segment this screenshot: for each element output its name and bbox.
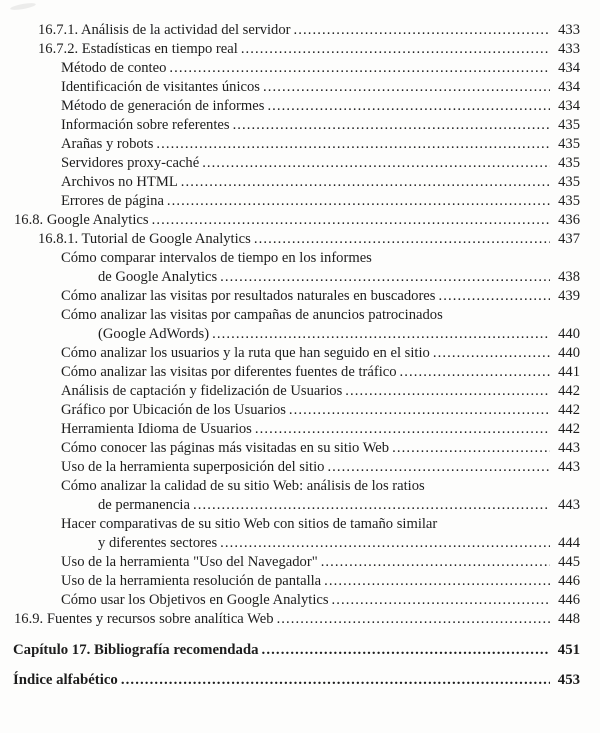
page-number: 434 bbox=[558, 98, 580, 114]
dot-leader bbox=[220, 268, 550, 287]
toc-entry-text: Información sobre referentes bbox=[61, 117, 230, 133]
toc-entry-text: 16.8.1. Tutorial de Google Analytics bbox=[38, 231, 251, 247]
toc-entry-text: Cómo analizar las visitas por campañas de anuncios patrocinados bbox=[61, 307, 443, 323]
dot-leader bbox=[241, 40, 550, 59]
toc-row bbox=[0, 249, 580, 268]
page-number: 435 bbox=[558, 155, 580, 171]
toc-entry-text: Uso de la herramienta superposición del sitio bbox=[61, 459, 325, 475]
page-number: 438 bbox=[558, 269, 580, 285]
page-number: 439 bbox=[558, 288, 580, 304]
dot-leader bbox=[262, 641, 550, 660]
dot-leader bbox=[433, 344, 550, 363]
dot-leader bbox=[152, 211, 550, 230]
page-number: 443 bbox=[558, 497, 580, 513]
toc-row bbox=[0, 21, 580, 40]
toc-entry-text: Índice alfabético bbox=[13, 672, 118, 688]
dot-leader bbox=[156, 135, 550, 154]
toc-entry-text: 16.8. Google Analytics bbox=[14, 212, 149, 228]
toc-entry-text: Arañas y robots bbox=[61, 136, 154, 152]
dot-leader bbox=[332, 591, 550, 610]
toc-row bbox=[0, 363, 580, 382]
dot-leader bbox=[212, 325, 550, 344]
toc-entry-text: Archivos no HTML bbox=[61, 174, 178, 190]
page-number: 436 bbox=[558, 212, 580, 228]
toc-list bbox=[0, 21, 580, 690]
toc-row bbox=[0, 192, 580, 211]
dot-leader bbox=[327, 458, 550, 477]
page-number: 442 bbox=[558, 402, 580, 418]
toc-row bbox=[0, 97, 580, 116]
toc-entry-text: Análisis de captación y fidelización de Usuarios bbox=[61, 383, 343, 399]
toc-entry-text: 16.7.1. Análisis de la actividad del servidor bbox=[38, 22, 291, 38]
toc-entry-text: Hacer comparativas de su sitio Web con sitios de tamaño similar bbox=[61, 516, 438, 532]
page-number: 435 bbox=[558, 117, 580, 133]
dot-leader bbox=[289, 401, 550, 420]
page-number: 448 bbox=[558, 611, 580, 627]
page-number: 443 bbox=[558, 459, 580, 475]
toc-row bbox=[0, 534, 580, 553]
toc-row bbox=[0, 671, 580, 690]
toc-row bbox=[0, 401, 580, 420]
toc-entry-text: Cómo analizar las visitas por diferentes fuentes de tráfico bbox=[61, 364, 397, 380]
page-number: 435 bbox=[558, 136, 580, 152]
toc-entry-text: Identificación de visitantes únicos bbox=[61, 79, 260, 95]
page-number: 446 bbox=[558, 573, 580, 589]
page-number: 445 bbox=[558, 554, 580, 570]
toc-row bbox=[0, 515, 580, 534]
page-number: 440 bbox=[558, 326, 580, 342]
toc-row bbox=[0, 78, 580, 97]
toc-entry-text: Servidores proxy-caché bbox=[61, 155, 200, 171]
page-number: 440 bbox=[558, 345, 580, 361]
page-number: 443 bbox=[558, 440, 580, 456]
dot-leader bbox=[255, 420, 550, 439]
toc-row bbox=[0, 306, 580, 325]
toc-entry-text: Cómo analizar las visitas por resultados naturales en buscadores bbox=[61, 288, 436, 304]
toc-entry-text: de permanencia bbox=[98, 497, 190, 513]
page-number: 434 bbox=[558, 79, 580, 95]
toc-entry-text: de Google Analytics bbox=[98, 269, 218, 285]
dot-leader bbox=[181, 173, 550, 192]
toc-entry-text: Gráfico por Ubicación de los Usuarios bbox=[61, 402, 286, 418]
toc-row bbox=[0, 154, 580, 173]
toc-row bbox=[0, 572, 580, 591]
dot-leader bbox=[233, 116, 550, 135]
dot-leader bbox=[345, 382, 550, 401]
toc-entry-text: (Google AdWords) bbox=[98, 326, 210, 342]
toc-row bbox=[0, 230, 580, 249]
toc-row bbox=[0, 116, 580, 135]
dot-leader bbox=[169, 59, 550, 78]
toc-row bbox=[0, 610, 580, 629]
toc-entry-text: Herramienta Idioma de Usuarios bbox=[61, 421, 252, 437]
dot-leader bbox=[202, 154, 550, 173]
toc-row bbox=[0, 173, 580, 192]
dot-leader bbox=[220, 534, 550, 553]
page-number: 437 bbox=[558, 231, 580, 247]
toc-row bbox=[0, 344, 580, 363]
toc-row bbox=[0, 325, 580, 344]
toc-row bbox=[0, 641, 580, 660]
dot-leader bbox=[324, 572, 550, 591]
toc-entry-text: Capítulo 17. Bibliografía recomendada bbox=[13, 642, 259, 658]
dot-leader bbox=[193, 496, 550, 515]
dot-leader bbox=[294, 21, 551, 40]
page-number: 451 bbox=[557, 642, 580, 658]
toc-entry-text: Cómo analizar los usuarios y la ruta que han seguido en el sitio bbox=[61, 345, 430, 361]
dot-leader bbox=[277, 610, 550, 629]
page-number: 435 bbox=[558, 174, 580, 190]
toc-entry-text: 16.9. Fuentes y recursos sobre analítica Web bbox=[14, 611, 274, 627]
page-number: 442 bbox=[558, 421, 580, 437]
page-number: 435 bbox=[558, 193, 580, 209]
dot-leader bbox=[392, 439, 550, 458]
toc-row bbox=[0, 382, 580, 401]
dot-leader bbox=[167, 192, 550, 211]
dot-leader bbox=[438, 287, 550, 306]
toc-row bbox=[0, 268, 580, 287]
toc-entry-text: Cómo comparar intervalos de tiempo en los informes bbox=[61, 250, 372, 266]
toc-entry-text: Errores de página bbox=[61, 193, 164, 209]
page-number: 444 bbox=[558, 535, 580, 551]
page-number: 442 bbox=[558, 383, 580, 399]
toc-entry-text: Método de conteo bbox=[61, 60, 167, 76]
toc-row bbox=[0, 591, 580, 610]
page-number: 433 bbox=[558, 41, 580, 57]
toc-row bbox=[0, 420, 580, 439]
toc-entry-text: 16.7.2. Estadísticas en tiempo real bbox=[38, 41, 238, 57]
toc-row bbox=[0, 135, 580, 154]
toc-entry-text: Método de generación de informes bbox=[61, 98, 265, 114]
dot-leader bbox=[321, 553, 550, 572]
page-number: 434 bbox=[558, 60, 580, 76]
toc-row bbox=[0, 40, 580, 59]
page-number: 453 bbox=[557, 672, 580, 688]
dot-leader bbox=[400, 363, 550, 382]
toc-row bbox=[0, 458, 580, 477]
page-number: 446 bbox=[558, 592, 580, 608]
toc-row bbox=[0, 439, 580, 458]
toc-row bbox=[0, 553, 580, 572]
toc-entry-text: y diferentes sectores bbox=[98, 535, 218, 551]
toc-entry-text: Uso de la herramienta "Uso del Navegador" bbox=[61, 554, 318, 570]
toc-entry-text: Cómo analizar la calidad de su sitio Web: análisis de los ratios bbox=[61, 478, 425, 494]
page-number: 441 bbox=[558, 364, 580, 380]
toc-entry-text: Cómo usar los Objetivos en Google Analytics bbox=[61, 592, 329, 608]
page-number: 433 bbox=[558, 22, 580, 38]
dot-leader bbox=[254, 230, 550, 249]
dot-leader bbox=[263, 78, 550, 97]
toc-row bbox=[0, 477, 580, 496]
toc-entry-text: Cómo conocer las páginas más visitadas en su sitio Web bbox=[61, 440, 390, 456]
scan-artifact bbox=[10, 2, 36, 11]
toc-entry-text: Uso de la herramienta resolución de pantalla bbox=[61, 573, 322, 589]
toc-row bbox=[0, 211, 580, 230]
dot-leader bbox=[267, 97, 550, 116]
dot-leader bbox=[121, 671, 550, 690]
toc-row bbox=[0, 287, 580, 306]
toc-row bbox=[0, 59, 580, 78]
toc-row bbox=[0, 496, 580, 515]
